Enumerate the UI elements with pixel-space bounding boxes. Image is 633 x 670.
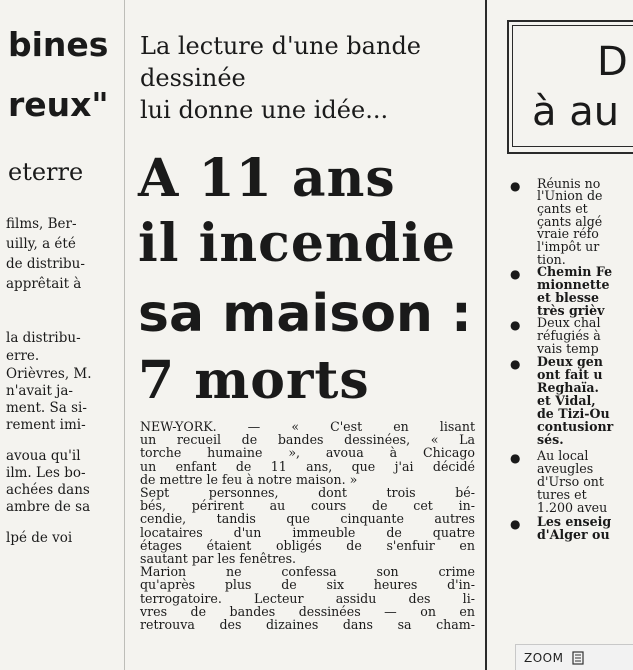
right-brief-line: et blesse [537,290,600,305]
right-brief-line: mionnette [537,277,610,292]
page-icon[interactable] [571,651,585,665]
right-brief-line: Reghaïa. [537,380,599,395]
right-brief-line: vraie réfo [537,226,599,241]
left-body-line: achées dans [6,482,90,498]
right-brief-line: Deux gen [537,354,603,369]
right-brief-line: aveugles [537,461,594,476]
zoom-control[interactable] [515,644,633,670]
left-body-line: erre. [6,348,40,364]
right-brief-line: sés. [537,432,564,447]
left-body-line: de distribu- [6,256,85,272]
right-brief-line: très grièv [537,303,605,318]
article-body-line: sautant par les fenêtres. [140,551,297,566]
right-brief-line: 1.200 aveu [537,500,608,515]
headline-line-2: il incendie [138,213,456,274]
article-body-line: Marion ne confessa son crime [140,564,475,580]
article-body-line: qu'après plus de six heures d'in- [140,577,475,593]
left-body-line: ambre de sa [6,499,91,515]
bullet-icon: ● [510,267,521,281]
right-brief-line: d'Urso ont [537,474,604,489]
column-divider [124,0,125,670]
left-body-line: ment. Sa si- [6,400,87,416]
bullet-icon: ● [510,318,521,332]
article-body-line: torche humaine », avoua à Chicago [140,445,475,461]
article-body-line: un recueil de bandes dessinées, « La [140,432,475,448]
headline-line-3: sa maison : [138,284,472,344]
article-body-line: bés, périrent au cours de cet in- [140,498,475,514]
left-body-line: rement imi- [6,417,86,433]
right-brief-line: çants et [537,201,588,216]
left-body-line: uilly, a été [6,236,76,252]
right-title-line-1: D [597,39,628,85]
kicker-line-1: La lecture d'une bande [140,32,422,60]
article-body-line: cendie, tandis que cinquante autres [140,511,475,527]
left-body-line: Orièvres, M. [6,366,92,382]
right-brief-line: tion. [537,252,566,267]
left-headline-line-1: bines [8,25,109,64]
right-article [492,0,633,670]
right-brief-line: réfugiés à [537,328,601,343]
right-brief-line: l'impôt ur [537,239,600,254]
left-body-line: avoua qu'il [6,448,81,464]
right-brief-line: de Tizi-Ou [537,406,610,421]
headline-line-1: A 11 ans [138,148,396,209]
right-brief-line: Les enseig [537,514,612,529]
right-brief-line: et Vidal, [537,393,596,408]
article-body-line: locataires d'un immeuble de quatre [140,524,475,540]
article-body-line: terrogatoire. Lecteur assidu des li- [140,590,475,606]
article-body-line: un enfant de 11 ans, que j'ai décidé [140,458,475,474]
left-body-line: la distribu- [6,330,81,346]
bullet-icon: ● [510,517,521,531]
left-body-line: lpé de voi [6,530,73,546]
article-body-line: de mettre le feu à notre maison. » [140,471,358,487]
right-brief-line: d'Alger ou [537,527,610,542]
headline-line-4: 7 morts [138,350,370,411]
right-brief-line: l'Union de [537,188,603,203]
right-title-line-2: à au [532,89,620,135]
article-body-line: Sept personnes, dont trois bé- [140,485,475,500]
right-brief-line: ont fait u [537,367,603,382]
article-body-line: vres de bandes dessinées — on en [140,603,475,619]
column-divider-bold [485,0,487,670]
zoom-label[interactable]: ZOOM [524,650,564,665]
left-headline-line-2: reux" [8,85,109,124]
article-body-line: NEW-YORK. — « C'est en lisant [140,419,475,434]
left-body-line: films, Ber- [6,216,77,232]
left-body-line: ilm. Les bo- [6,465,86,481]
right-brief-line: Au local [537,448,589,463]
left-body-line: apprêtait à [6,276,82,292]
kicker-line-2: dessinée [140,64,246,92]
article-body-line: étages étaient obligés de s'enfuir en [140,537,475,553]
right-brief-line: Réunis no [537,176,601,191]
left-article [0,0,120,670]
bullet-icon: ● [510,179,521,193]
right-brief-line: çants algé [537,214,603,229]
right-brief-line: Chemin Fe [537,264,613,279]
right-brief-line: Deux chal [537,315,601,330]
article-body-line: retrouva des dizaines dans sa cham- [140,617,475,632]
bullet-icon: ● [510,451,521,465]
left-body-line: n'avait ja- [6,383,73,399]
right-brief-line: tures et [537,487,587,502]
kicker-line-3: lui donne une idée... [140,96,389,124]
left-subheading: eterre [8,158,84,186]
right-brief-line: contusionr [537,419,614,434]
main-article [128,0,480,670]
bullet-icon: ● [510,357,521,371]
right-brief-line: vais temp [537,341,599,356]
